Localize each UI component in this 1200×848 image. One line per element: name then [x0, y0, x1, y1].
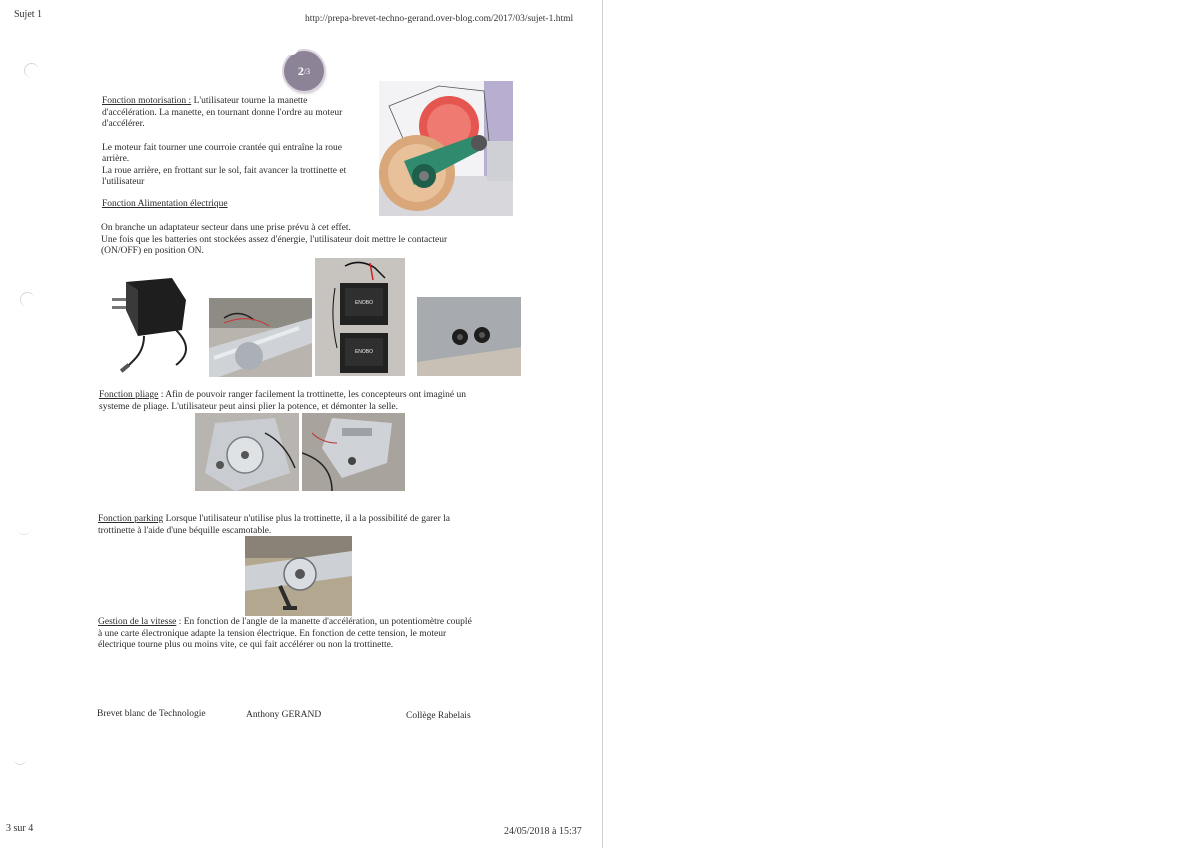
footer-school: Collège Rabelais [406, 711, 471, 721]
motorisation-text: La roue arrière, en frottant sur le sol, fait avancer la trottinette et [102, 165, 347, 176]
badge-sub: /3 [303, 66, 311, 76]
punch-hole [17, 520, 31, 535]
pliage-text: : Afin de pouvoir ranger facilement la trottinette, les concepteurs ont imaginé un [158, 390, 466, 400]
alimentation-title: Fonction Alimentation électrique [102, 199, 228, 209]
punch-hole [13, 750, 27, 765]
page-number-badge [284, 51, 324, 91]
parking-section [98, 514, 498, 537]
parking-text: trottinette à l'aide d'une béquille escamotable. [98, 525, 272, 536]
charging-port-photo [209, 298, 312, 377]
motorisation-text: d'accélération. La manette, en tournant donne l'ordre au moteur [102, 107, 343, 118]
motorisation-text: L'utilisateur tourne la manette [191, 96, 308, 106]
alimentation-text: Une fois que les batteries ont stockées assez d'énergie, l'utilisateur doit mettre le contacteur [101, 234, 448, 245]
vitesse-text: : En fonction de l'angle de la manette d'accélération, un potentiomètre couplé [176, 617, 472, 627]
vitesse-section [98, 617, 518, 652]
vitesse-title: Gestion de la vitesse [98, 617, 177, 627]
header-url: http://prepa-brevet-techno-gerand.over-blog.com/2017/03/sujet-1.html [305, 14, 574, 24]
punch-hole [20, 292, 35, 307]
alimentation-text-block [101, 223, 501, 258]
punch-hole [24, 63, 39, 78]
folding-mechanism-photo-1 [195, 413, 299, 491]
vitesse-text: à une carte électronique adapte la tension électrique. En fonction de cette tension, le moteur [98, 628, 447, 639]
kickstand-photo [245, 536, 352, 616]
footer-exam-name: Brevet blanc de Technologie [97, 709, 206, 719]
folding-mechanism-photo-2 [302, 413, 405, 491]
battery-label: ENOBO [354, 349, 374, 355]
battery-photo [315, 258, 405, 376]
motorisation-text: d'accélérer. [102, 119, 145, 129]
header-title: Sujet 1 [14, 9, 43, 20]
pliage-title: Fonction pliage [99, 390, 159, 400]
print-datetime: 24/05/2018 à 15:37 [504, 826, 582, 837]
motorisation-section [102, 96, 372, 189]
pliage-section [99, 390, 499, 413]
motorisation-text: l'utilisateur [102, 177, 145, 187]
alimentation-text: On branche un adaptateur secteur dans une prise prévu à cet effet. [101, 223, 351, 233]
badge-main: 2 [297, 63, 304, 78]
alimentation-text: (ON/OFF) en position ON. [101, 246, 204, 256]
motorisation-text: arrière. [102, 154, 130, 164]
footer-author: Anthony GERAND [246, 710, 322, 720]
on-off-switch-photo [417, 297, 521, 376]
motorisation-title: Fonction motorisation : [102, 96, 192, 106]
battery-label: ENOBO [354, 300, 374, 306]
pliage-text: systeme de pliage. L'utilisateur peut ainsi plier la potence, et démonter la selle. [99, 401, 399, 412]
alimentation-section [102, 199, 228, 211]
power-adapter-photo [104, 270, 194, 375]
motor-belt-illustration [379, 81, 513, 216]
page-counter: 3 sur 4 [6, 823, 34, 834]
motorisation-text: Le moteur fait tourner une courroie crantée qui entraîne la roue [102, 142, 343, 153]
parking-title: Fonction parking [98, 514, 164, 524]
vitesse-text: électrique tourne plus ou moins vite, ce qui fait accélérer ou non la trottinette. [98, 640, 394, 650]
parking-text: Lorsque l'utilisateur n'utilise plus la trottinette, il a la possibilité de garer la [163, 514, 450, 524]
